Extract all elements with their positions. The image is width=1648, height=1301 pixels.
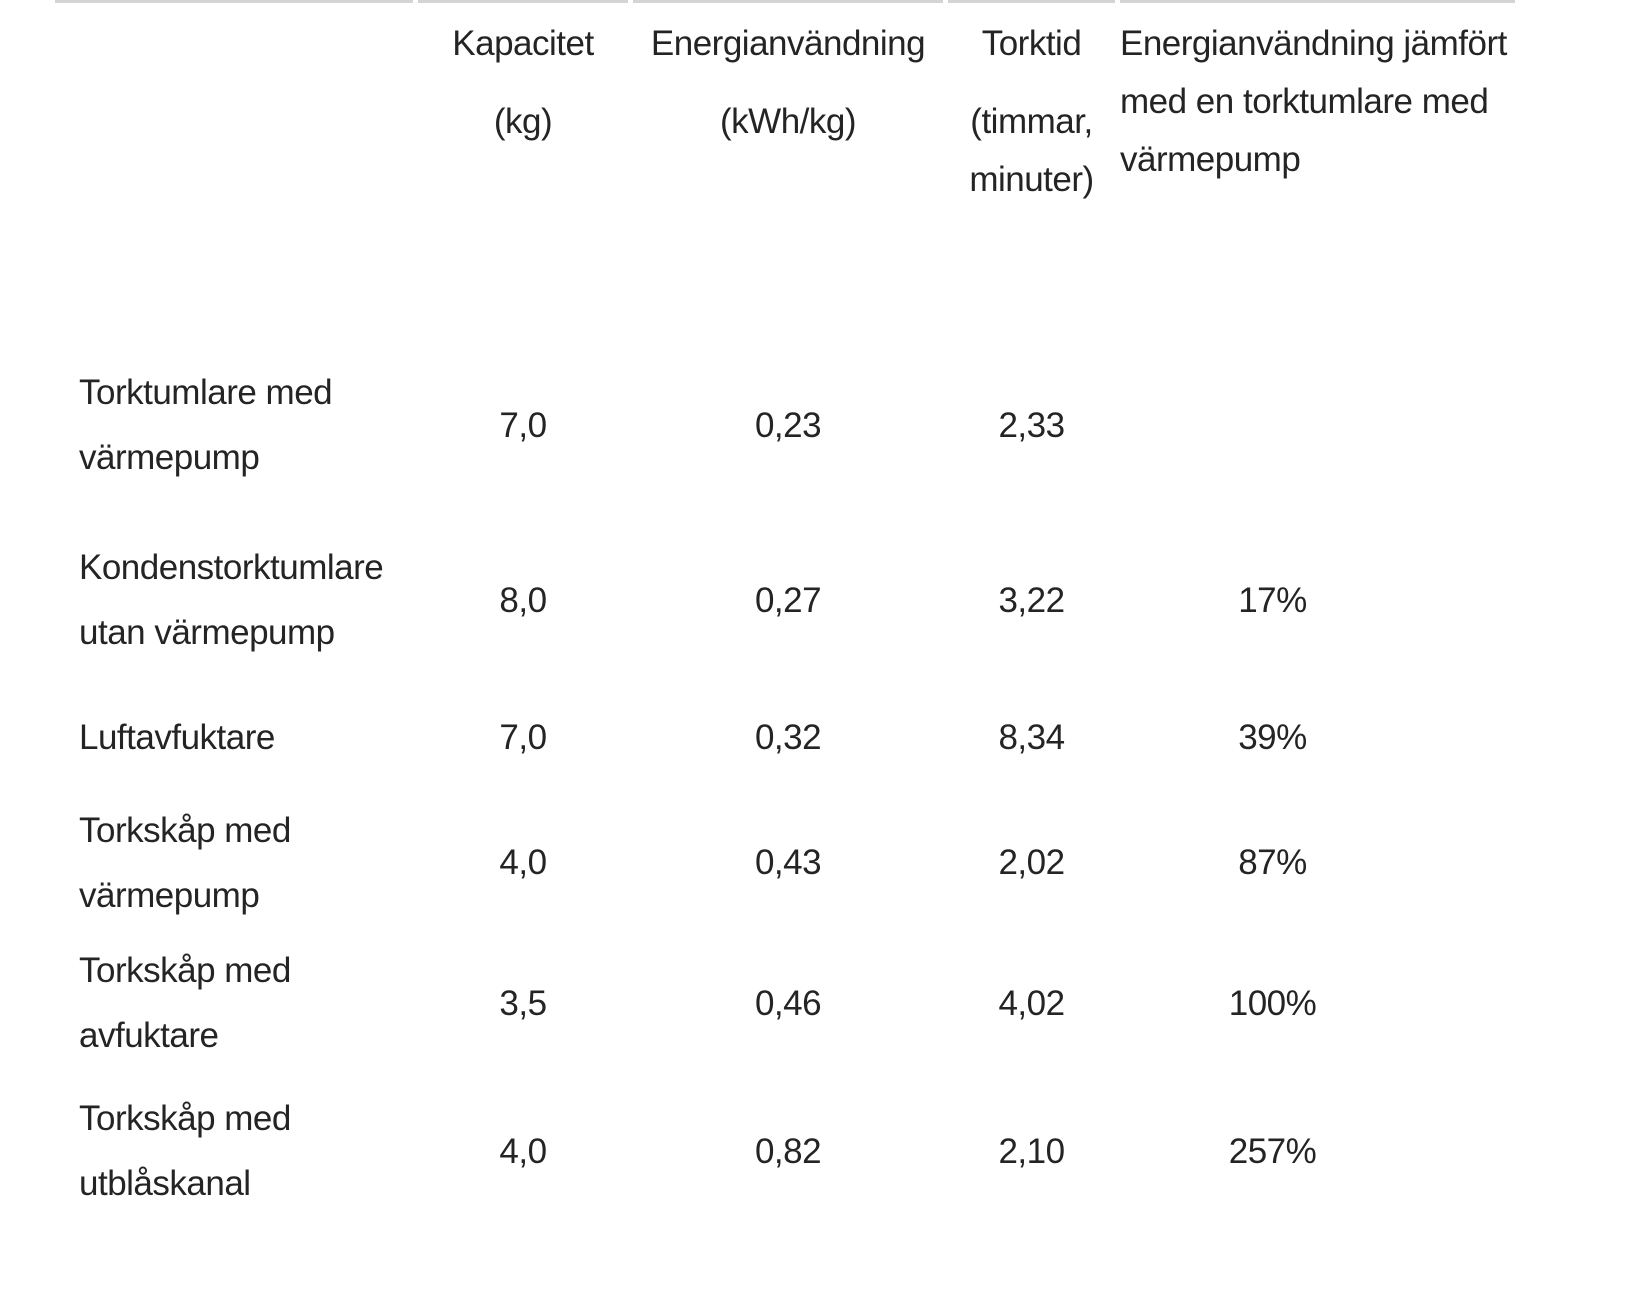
cell-appliance-label: Torkskåp med utblåskanal <box>79 1099 291 1203</box>
header-kapacitet <box>418 0 628 330</box>
table-row <box>55 330 1515 520</box>
header-energianvandning <box>633 0 943 330</box>
table-row <box>55 795 1515 930</box>
cell-energianvandning: 0,82 <box>754 1131 822 1171</box>
table-row <box>55 1076 1515 1226</box>
header-row <box>55 0 1515 330</box>
header-torktid <box>948 0 1115 330</box>
cell-jamfort: 39% <box>1238 718 1307 757</box>
cell-jamfort: 87% <box>1238 843 1307 882</box>
header-appliance-empty <box>55 0 413 330</box>
cell-energianvandning: 0,23 <box>754 405 822 445</box>
header-torktid-title: Torktid <box>981 24 1082 63</box>
energy-comparison-table <box>50 0 1520 1226</box>
header-jamfort-title: Energianvändning jämfört med en torktumlare med värmepump <box>1120 24 1507 179</box>
cell-torktid: 8,34 <box>998 718 1065 757</box>
cell-torktid: 2,10 <box>998 1131 1065 1171</box>
cell-energianvandning: 0,27 <box>754 580 822 620</box>
header-torktid-unit: (timmar, minuter) <box>969 102 1094 199</box>
cell-jamfort <box>1120 330 1515 520</box>
cell-appliance-label: Torktumlare med värmepump <box>79 373 333 477</box>
cell-kapacitet: 7,0 <box>499 405 547 445</box>
cell-torktid: 2,33 <box>998 405 1065 445</box>
cell-energianvandning: 0,43 <box>754 843 822 882</box>
header-jamfort <box>1120 0 1515 330</box>
cell-appliance-label: Torkskåp med värmepump <box>79 810 291 915</box>
table-row <box>55 930 1515 1076</box>
cell-jamfort: 100% <box>1228 983 1317 1023</box>
cell-kapacitet: 4,0 <box>499 843 547 882</box>
header-energianvandning-unit: (kWh/kg) <box>720 102 856 141</box>
header-kapacitet-unit: (kg) <box>493 102 553 141</box>
cell-torktid: 3,22 <box>998 580 1065 620</box>
cell-jamfort: 257% <box>1228 1131 1317 1171</box>
table-row <box>55 520 1515 680</box>
cell-appliance-label: Kondenstorktumlare utan värmepump <box>79 548 384 652</box>
cell-appliance-label: Luftavfuktare <box>79 718 275 757</box>
cell-torktid: 4,02 <box>998 983 1065 1023</box>
table-row <box>55 680 1515 795</box>
cell-energianvandning: 0,32 <box>754 718 822 757</box>
table-body <box>55 330 1515 1226</box>
cell-jamfort: 17% <box>1238 580 1307 620</box>
cell-kapacitet: 7,0 <box>499 718 547 757</box>
cell-kapacitet: 8,0 <box>499 580 547 620</box>
cell-kapacitet: 4,0 <box>499 1131 547 1171</box>
cell-energianvandning: 0,46 <box>754 983 822 1023</box>
header-energianvandning-title: Energianvändning <box>650 24 926 63</box>
header-kapacitet-title: Kapacitet <box>452 24 594 63</box>
cell-kapacitet: 3,5 <box>499 983 547 1023</box>
table-header <box>55 0 1515 330</box>
cell-appliance-label: Torkskåp med avfuktare <box>79 951 291 1055</box>
cell-torktid: 2,02 <box>998 843 1065 882</box>
